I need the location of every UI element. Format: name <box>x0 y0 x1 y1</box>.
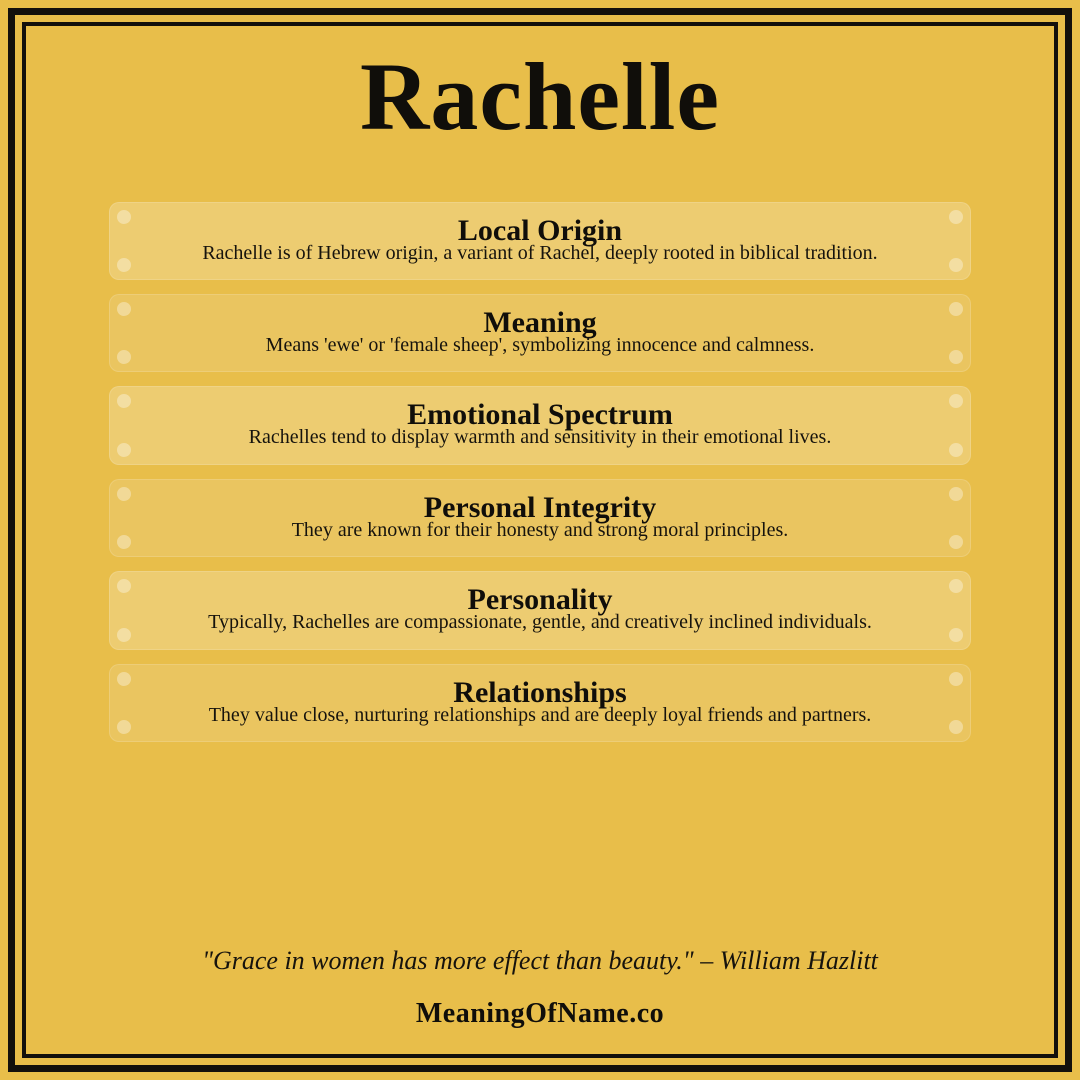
page-title: Rachelle <box>360 43 720 150</box>
corner-dot-icon <box>117 720 131 734</box>
corner-dot-icon <box>949 487 963 501</box>
card-body: Means 'ewe' or 'female sheep', symbolizing innocence and calmness. <box>265 333 815 356</box>
card-body: Rachelle is of Hebrew origin, a variant of Rachel, deeply rooted in biblical tradition. <box>202 241 878 264</box>
corner-dot-icon <box>949 672 963 686</box>
corner-dot-icon <box>949 394 963 408</box>
corner-dot-icon <box>117 210 131 224</box>
corner-dot-icon <box>949 350 963 364</box>
site-name: MeaningOfName.co <box>415 998 665 1029</box>
corner-dot-icon <box>949 302 963 316</box>
corner-dot-icon <box>117 672 131 686</box>
card-heading: Local Origin <box>457 213 623 247</box>
card-body: They are known for their honesty and strong moral principles. <box>291 518 789 541</box>
attribute-card-emotional-spectrum <box>109 386 971 464</box>
poster-footer <box>26 946 1054 1054</box>
corner-dot-icon <box>949 628 963 642</box>
corner-dot-icon <box>949 720 963 734</box>
card-heading: Personal Integrity <box>423 490 657 524</box>
attribute-card-local-origin <box>109 202 971 280</box>
attribute-card-relationships <box>109 664 971 742</box>
card-body: Typically, Rachelles are compassionate, gentle, and creatively inclined individuals. <box>208 611 872 634</box>
corner-dot-icon <box>949 535 963 549</box>
card-heading: Personality <box>467 583 613 617</box>
corner-dot-icon <box>117 579 131 593</box>
card-heading: Emotional Spectrum <box>407 398 673 432</box>
corner-dot-icon <box>117 302 131 316</box>
attribute-card-meaning <box>109 294 971 372</box>
corner-dot-icon <box>949 579 963 593</box>
quote-text: "Grace in women has more effect than beauty." – William Hazlitt <box>202 946 878 975</box>
card-body: They value close, nurturing relationships and are deeply loyal friends and partners. <box>208 703 872 726</box>
corner-dot-icon <box>117 350 131 364</box>
corner-dot-icon <box>117 628 131 642</box>
corner-dot-icon <box>949 258 963 272</box>
corner-dot-icon <box>949 443 963 457</box>
corner-dot-icon <box>117 487 131 501</box>
card-body: Rachelles tend to display warmth and sensitivity in their emotional lives. <box>248 426 832 449</box>
attribute-card-personality <box>109 571 971 649</box>
attribute-card-list <box>109 202 971 742</box>
attribute-card-personal-integrity <box>109 479 971 557</box>
corner-dot-icon <box>117 394 131 408</box>
corner-dot-icon <box>949 210 963 224</box>
corner-dot-icon <box>117 258 131 272</box>
corner-dot-icon <box>117 443 131 457</box>
poster-content <box>26 26 1054 1054</box>
corner-dot-icon <box>117 535 131 549</box>
card-heading: Meaning <box>483 305 597 339</box>
card-heading: Relationships <box>453 675 627 709</box>
